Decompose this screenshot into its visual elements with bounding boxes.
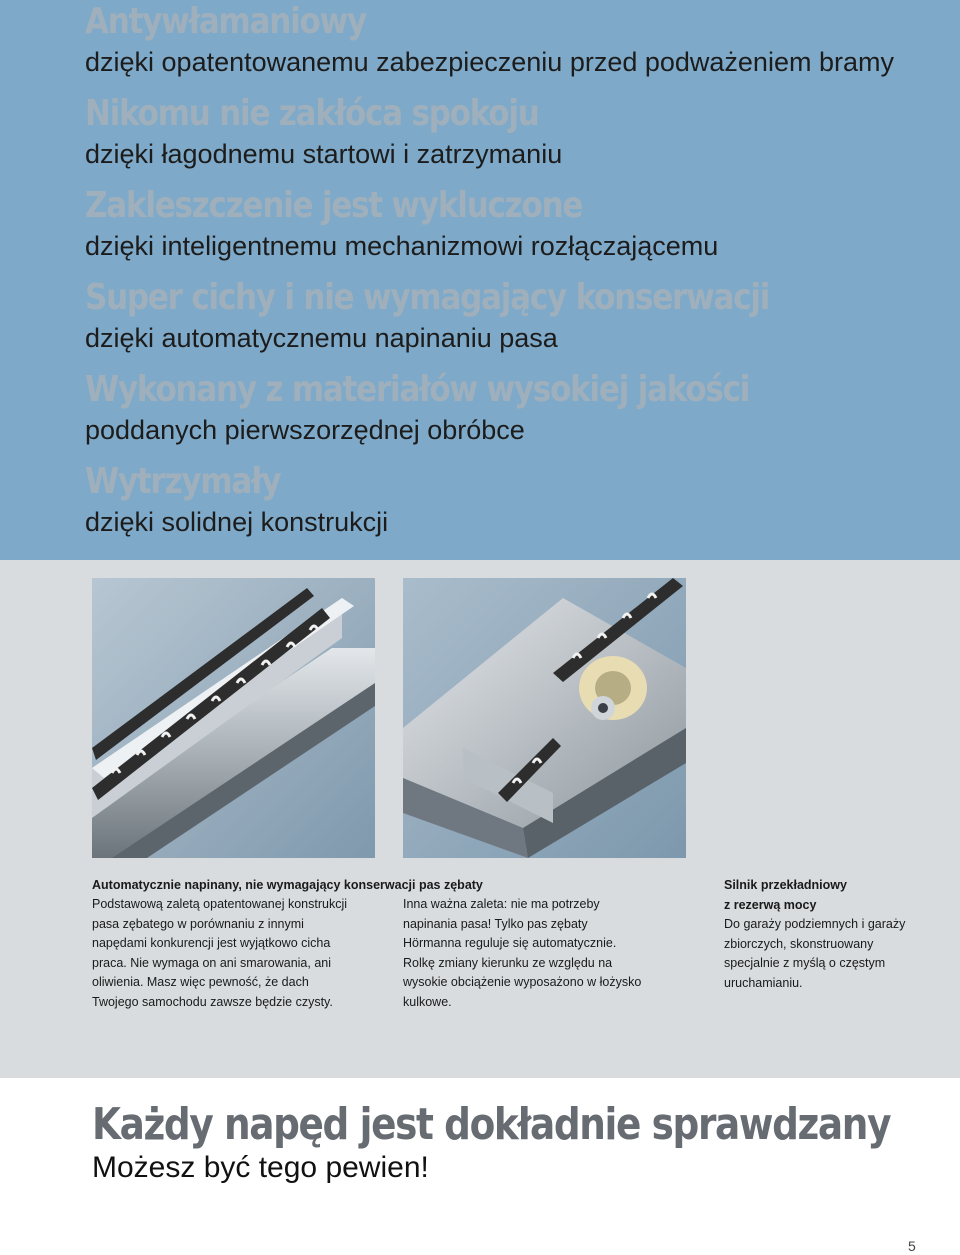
- caption-line: Do garaży podziemnych i garaży: [724, 917, 906, 931]
- feature-title: Antywłamaniowy: [85, 1, 366, 42]
- feature-item: [85, 184, 955, 276]
- caption-line: specjalnie z myślą o częstym: [724, 956, 886, 970]
- tensioner-caption-text: [403, 895, 703, 1012]
- feature-item: [85, 92, 955, 184]
- caption-line: napędami konkurencji jest wyjątkowo cicha: [92, 936, 331, 950]
- feature-list: [85, 0, 955, 552]
- quality-check-subtitle: Możesz być tego pewien!: [92, 1151, 429, 1184]
- toothed-belt-rail-photo: [92, 578, 375, 858]
- caption-line: Rolkę zmiany kierunku ze względu na: [403, 955, 613, 970]
- toothed-belt-rail-illustration: [92, 578, 375, 858]
- belt-tensioner-illustration: [403, 578, 686, 858]
- belt-caption-title: Automatycznie napinany, nie wymagający konserwacji pas zębaty: [92, 878, 483, 892]
- caption-line: praca. Nie wymaga on ani smarowania, ani: [92, 955, 332, 970]
- feature-item: [85, 368, 955, 460]
- caption-line: uruchamianiu.: [724, 975, 803, 990]
- quality-check-title: Każdy napęd jest dokładnie sprawdzany: [92, 1099, 891, 1150]
- page-number: 5: [908, 1238, 916, 1254]
- caption-line: pasa zębatego w porównaniu z innymi: [92, 916, 304, 931]
- caption-line: Podstawową zaletą opatentowanej konstrukcji: [92, 897, 348, 911]
- caption-line: napinania pasa! Tylko pas zębaty: [403, 916, 588, 931]
- feature-subtitle: poddanych pierwszorzędnej obróbce: [85, 415, 525, 445]
- feature-title: Wytrzymały: [85, 461, 281, 502]
- feature-title: Nikomu nie zakłóca spokoju: [85, 93, 539, 134]
- caption-line: wysokie obciążenie wyposażono w łożysko: [403, 975, 642, 989]
- feature-title: Super cichy i nie wymagający konserwacji: [85, 277, 770, 318]
- motor-caption-title: z rezerwą mocy: [724, 897, 817, 912]
- caption-line: Hörmanna reguluje się automatycznie.: [403, 936, 617, 950]
- caption-line: Twojego samochodu zawsze będzie czysty.: [92, 994, 333, 1009]
- feature-title: Wykonany z materiałów wysokiej jakości: [85, 369, 750, 410]
- feature-subtitle: dzięki łagodnemu startowi i zatrzymaniu: [85, 139, 563, 169]
- feature-title: Zakleszczenie jest wykluczone: [85, 185, 583, 226]
- feature-subtitle: dzięki automatycznemu napinaniu pasa: [85, 323, 558, 353]
- feature-subtitle: dzięki opatentowanemu zabezpieczeniu przed podważeniem bramy: [85, 47, 894, 77]
- feature-item: [85, 460, 955, 552]
- belt-tensioner-photo: [403, 578, 686, 858]
- feature-item: [85, 0, 955, 92]
- caption-line: kulkowe.: [403, 994, 452, 1009]
- feature-subtitle: dzięki solidnej konstrukcji: [85, 507, 389, 537]
- motor-caption: [724, 876, 944, 993]
- feature-item: [85, 276, 955, 368]
- caption-line: Inna ważna zaleta: nie ma potrzeby: [403, 897, 600, 911]
- motor-caption-title: Silnik przekładniowy: [724, 878, 847, 892]
- caption-line: oliwienia. Masz więc pewność, że dach: [92, 975, 309, 989]
- features-panel: [0, 0, 960, 560]
- feature-subtitle: dzięki inteligentnemu mechanizmowi rozłączającemu: [85, 231, 719, 261]
- caption-line: zbiorczych, skonstruowany: [724, 936, 874, 951]
- belt-caption-text: [92, 895, 392, 1012]
